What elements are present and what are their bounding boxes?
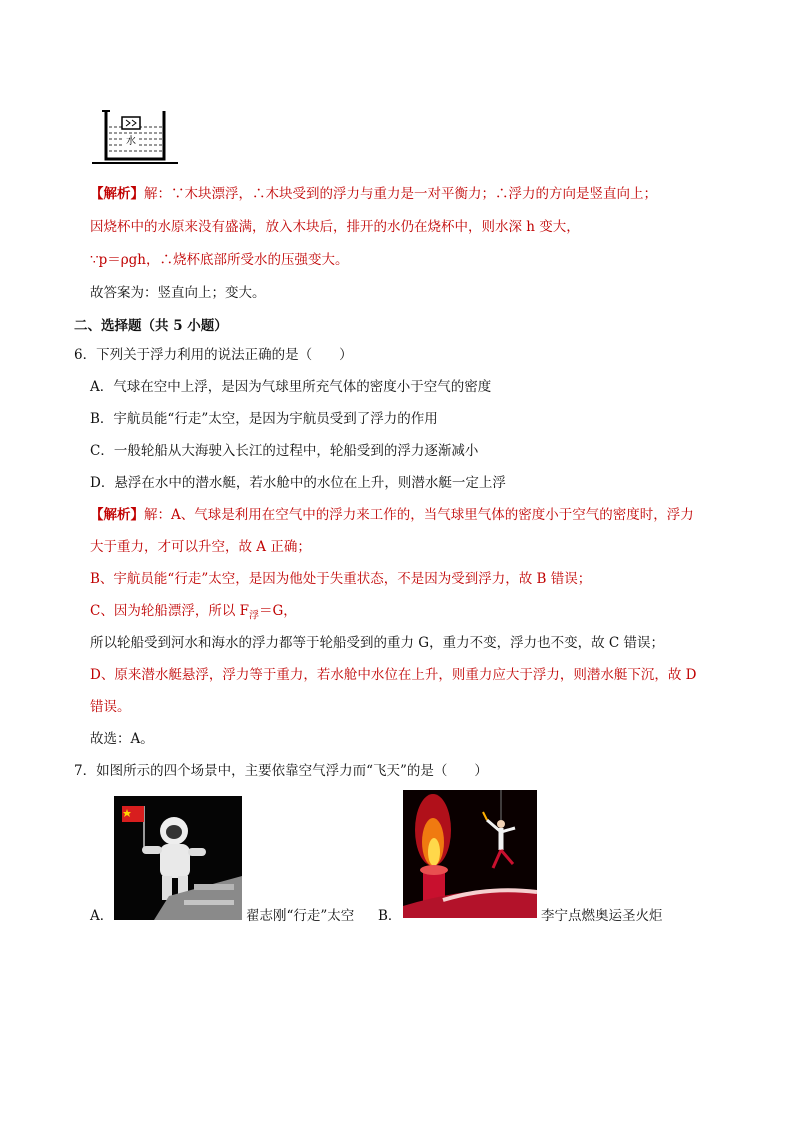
q6-analysis-line2: 大于重力，才可以升空，故 A 正确； xyxy=(90,539,311,555)
q6-option-a: A．气球在空中上浮，是因为气球里所充气体的密度小于空气的密度 xyxy=(90,379,492,395)
analysis-tag: 【解析】 xyxy=(90,507,144,523)
analysis-tag: 【解析】 xyxy=(90,186,144,202)
q7-option-b-caption: 李宁点燃奥运圣火炬 xyxy=(541,908,663,924)
q6-analysis-line4: C、因为轮船漂浮，所以 $F_浮=G$， xyxy=(90,603,297,622)
analysis5-line3: ∵p＝ρgh，∴烧杯底部所受水的压强变大。 xyxy=(90,252,349,268)
q7-stem: 7．如图所示的四个场景中，主要依靠空气浮力而“飞天”的是（ ） xyxy=(74,763,488,779)
q6-analysis-line3: B、宇航员能“行走”太空，是因为他处于失重状态，不是因为受到浮力，故 B 错误； xyxy=(90,571,592,587)
wood-block xyxy=(122,117,140,129)
q6-option-c: C．一般轮船从大海驶入长江的过程中，轮船受到的浮力逐渐减小 xyxy=(90,443,479,459)
astronaut-photo xyxy=(114,796,242,920)
q6-analysis-line6: D、原来潜水艇悬浮，浮力等于重力，若水舱中水位在上升，则重力应大于浮力，则潜水艇下沉，故 D xyxy=(90,667,697,683)
analysis5-line1: 【解析】解：∵木块漂浮，∴木块受到的浮力与重力是一对平衡力；∴浮力的方向是竖直向上； xyxy=(90,186,657,202)
torch-photo xyxy=(403,790,537,918)
q7-option-b-letter: B． xyxy=(378,908,402,924)
section-title: 二、选择题（共 5 小题） xyxy=(74,318,228,334)
q7-option-a-letter: A． xyxy=(90,908,114,924)
q6-stem: 6．下列关于浮力利用的说法正确的是（ ） xyxy=(74,347,353,363)
q6-analysis-line1: 【解析】解：A、气球是利用在空气中的浮力来工作的，当气球里气体的密度小于空气的密度时，浮力 xyxy=(90,507,694,523)
q6-analysis-line5: 所以轮船受到河水和海水的浮力都等于轮船受到的重力 G，重力不变，浮力也不变，故 C 错误； xyxy=(90,635,664,651)
analysis5-answer: 故答案为：竖直向上；变大。 xyxy=(90,285,266,301)
q7-option-a-caption: 翟志刚“行走”太空 xyxy=(246,908,355,924)
q6-answer: 故选：A。 xyxy=(90,731,154,747)
q6-option-d: D．悬浮在水中的潜水艇，若水舱中的水位在上升，则潜水艇一定上浮 xyxy=(90,475,506,491)
q6-analysis-line7: 错误。 xyxy=(90,699,131,715)
beaker-figure xyxy=(92,103,178,167)
analysis5-line2: 因烧杯中的水原来没有盛满，放入木块后，排开的水仍在烧杯中，则水深 h 变大， xyxy=(90,219,580,235)
q6-option-b: B．宇航员能“行走”太空，是因为宇航员受到了浮力的作用 xyxy=(90,411,438,427)
water-label: 水 xyxy=(126,136,136,147)
